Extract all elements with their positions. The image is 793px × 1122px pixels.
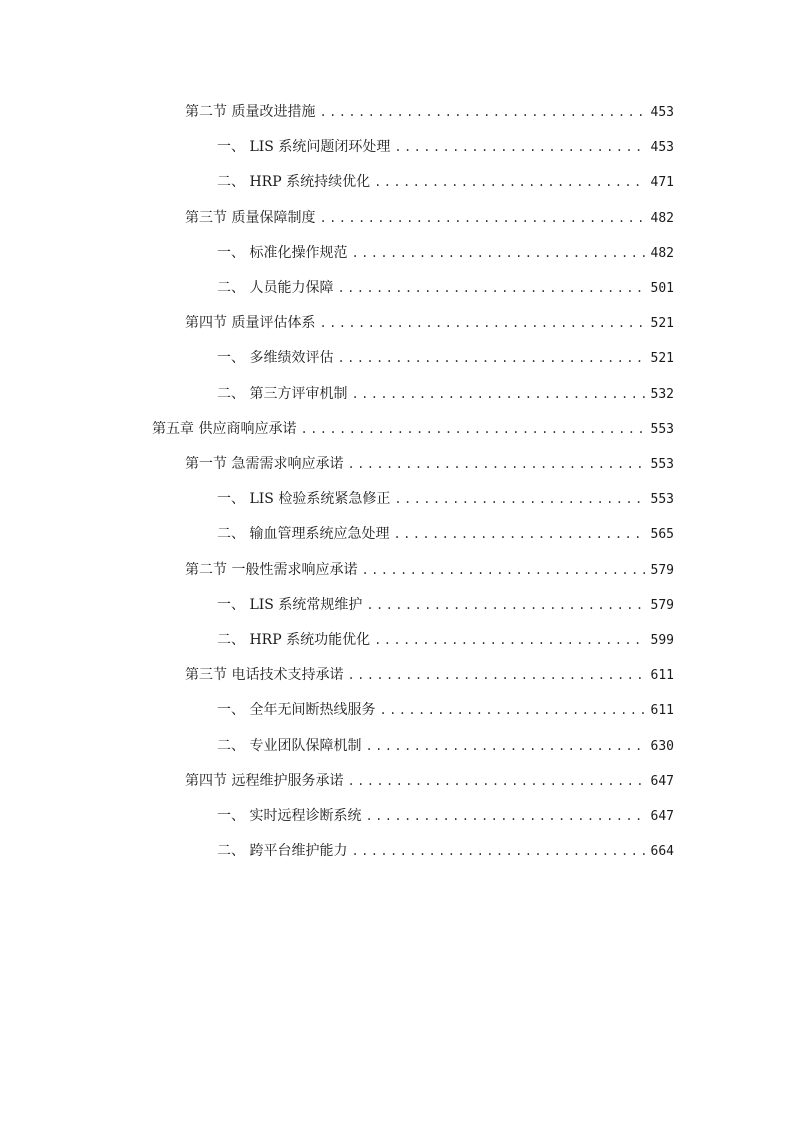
toc-entry-label: 第三节 质量保障制度 xyxy=(185,210,316,226)
toc-entry-label: 第一节 急需需求响应承诺 xyxy=(185,456,344,472)
toc-dot-leader xyxy=(347,453,644,475)
toc-entry-label: 第四节 质量评估体系 xyxy=(185,315,316,331)
toc-page-number: 553 xyxy=(650,492,674,507)
toc-page-number: 579 xyxy=(650,563,674,578)
toc-entry-label: 一、 多维绩效评估 xyxy=(217,350,334,366)
toc-entry-label: 第二节 一般性需求响应承诺 xyxy=(185,562,358,578)
toc-dot-leader xyxy=(319,312,644,334)
toc-entry[interactable] xyxy=(217,347,674,369)
toc-entry-label: 二、 HRP 系统持续优化 xyxy=(217,174,371,190)
toc-entry-label: 一、 全年无间断热线服务 xyxy=(217,702,376,718)
toc-page-number: 647 xyxy=(650,774,674,789)
toc-page-number: 611 xyxy=(650,703,674,718)
toc-entry[interactable] xyxy=(217,699,674,721)
toc-entry[interactable] xyxy=(217,840,674,862)
toc-dot-leader xyxy=(394,136,644,158)
toc-entry[interactable] xyxy=(185,664,674,686)
toc-entry-label: 二、 专业团队保障机制 xyxy=(217,738,362,754)
toc-page-number: 553 xyxy=(650,422,674,437)
toc-dot-leader xyxy=(300,418,644,440)
toc-page-number: 664 xyxy=(650,844,674,859)
toc-page-number: 647 xyxy=(650,809,674,824)
toc-dot-leader xyxy=(365,805,644,827)
toc-entry-label: 第五章 供应商响应承诺 xyxy=(152,421,297,437)
toc-page-number: 611 xyxy=(650,668,674,683)
toc-entry[interactable] xyxy=(217,488,674,510)
toc-entry-label: 一、 标准化操作规范 xyxy=(217,245,348,261)
toc-page-number: 630 xyxy=(650,739,674,754)
toc-page-number: 553 xyxy=(650,457,674,472)
toc-entry[interactable] xyxy=(217,171,674,193)
toc-entry[interactable] xyxy=(217,594,674,616)
toc-page-number: 482 xyxy=(650,211,674,226)
toc-dot-leader xyxy=(374,629,644,651)
toc-entry-label: 二、 第三方评审机制 xyxy=(217,386,348,402)
toc-entry-label: 二、 输血管理系统应急处理 xyxy=(217,526,390,542)
toc-entry-label: 一、 LIS 系统常规维护 xyxy=(217,597,363,613)
toc-page-number: 521 xyxy=(650,316,674,331)
toc-entry[interactable] xyxy=(185,453,674,475)
toc-dot-leader xyxy=(394,488,644,510)
toc-dot-leader xyxy=(393,523,644,545)
toc-dot-leader xyxy=(351,242,644,264)
toc-entry-label: 二、 人员能力保障 xyxy=(217,280,334,296)
toc-dot-leader xyxy=(351,383,644,405)
toc-page-number: 453 xyxy=(650,105,674,120)
toc-dot-leader xyxy=(351,840,644,862)
toc-entry[interactable] xyxy=(185,101,674,123)
toc-dot-leader xyxy=(374,171,644,193)
toc-page-number: 453 xyxy=(650,140,674,155)
toc-dot-leader xyxy=(319,101,644,123)
toc-entry[interactable] xyxy=(185,207,674,229)
toc-page-number: 521 xyxy=(650,351,674,366)
toc-dot-leader xyxy=(361,559,644,581)
toc-entry-label: 一、 LIS 检验系统紧急修正 xyxy=(217,491,391,507)
toc-entry[interactable] xyxy=(217,629,674,651)
toc-page-number: 565 xyxy=(650,527,674,542)
toc-dot-leader xyxy=(365,735,644,757)
toc-page-number: 471 xyxy=(650,175,674,190)
toc-entry[interactable] xyxy=(185,312,674,334)
toc-entry[interactable] xyxy=(217,383,674,405)
toc-page-number: 579 xyxy=(650,598,674,613)
toc-entry-label: 第三节 电话技术支持承诺 xyxy=(185,667,344,683)
toc-entry[interactable] xyxy=(152,418,674,440)
toc-dot-leader xyxy=(347,770,644,792)
toc-dot-leader xyxy=(337,347,644,369)
toc-entry-label: 一、 LIS 系统问题闭环处理 xyxy=(217,139,391,155)
toc-page-number: 532 xyxy=(650,387,674,402)
toc-dot-leader xyxy=(379,699,644,721)
toc-entry[interactable] xyxy=(217,277,674,299)
toc-entry[interactable] xyxy=(217,136,674,158)
toc-dot-leader xyxy=(337,277,644,299)
toc-entry-label: 二、 HRP 系统功能优化 xyxy=(217,632,371,648)
toc-page-number: 599 xyxy=(650,633,674,648)
toc-entry[interactable] xyxy=(217,242,674,264)
toc-entry[interactable] xyxy=(217,805,674,827)
toc-dot-leader xyxy=(319,207,644,229)
toc-entry[interactable] xyxy=(217,735,674,757)
toc-entry[interactable] xyxy=(185,770,674,792)
toc-entry[interactable] xyxy=(185,559,674,581)
toc-dot-leader xyxy=(347,664,644,686)
toc-entry-label: 第四节 远程维护服务承诺 xyxy=(185,773,344,789)
toc-dot-leader xyxy=(366,594,644,616)
toc-entry-label: 二、 跨平台维护能力 xyxy=(217,843,348,859)
toc-page-number: 482 xyxy=(650,246,674,261)
toc-entry-label: 第二节 质量改进措施 xyxy=(185,104,316,120)
toc-entry-label: 一、 实时远程诊断系统 xyxy=(217,808,362,824)
toc-entry[interactable] xyxy=(217,523,674,545)
toc-page-number: 501 xyxy=(650,281,674,296)
